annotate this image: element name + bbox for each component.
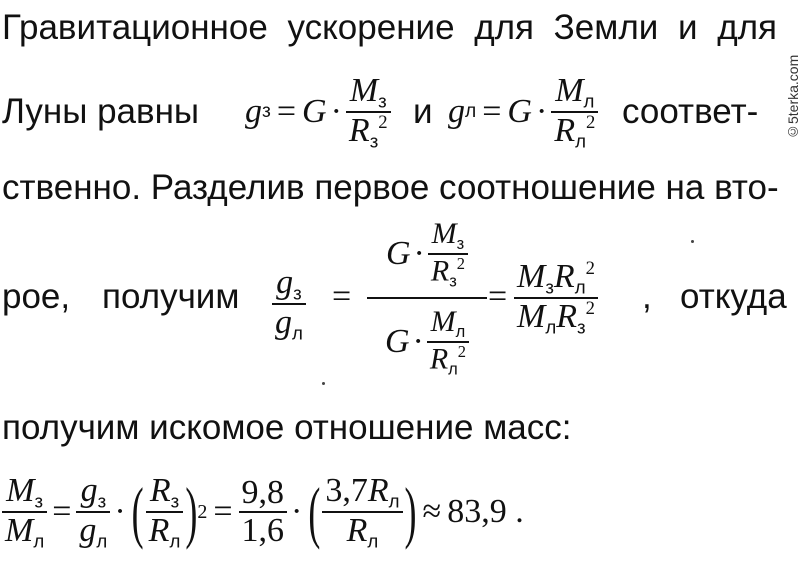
line4-word: получим — [102, 277, 240, 316]
compound-bar — [367, 297, 487, 299]
formula-g-moon — [448, 72, 598, 152]
paragraph-line-1: Гравитационное ускорение для Земли и для — [2, 8, 777, 47]
inner-fraction-moon — [427, 306, 469, 379]
fraction-g-ratio-final — [76, 473, 110, 551]
sup-two: 2 — [585, 258, 595, 279]
symbol-R: R — [430, 254, 450, 288]
symbol-g: g — [79, 512, 97, 549]
sub-moon: л — [169, 530, 181, 552]
approx-sign: ≈ — [422, 493, 442, 530]
compound-denominator — [367, 303, 487, 381]
symbol-G: G — [507, 93, 532, 130]
right-paren: ) — [404, 474, 417, 550]
symbol-R: R — [553, 258, 575, 296]
right-paren: ) — [185, 474, 198, 550]
compound-numerator — [367, 215, 487, 293]
symbol-R: R — [346, 512, 368, 549]
sub-earth: з — [369, 130, 379, 152]
value-g-earth: 9,8 — [239, 475, 288, 513]
sub-earth: з — [262, 101, 271, 122]
formula-g-earth — [245, 72, 391, 152]
dot-operator: · — [412, 323, 424, 360]
sub-moon: л — [575, 130, 586, 152]
symbol-M: M — [517, 298, 546, 336]
symbol-R: R — [554, 112, 576, 150]
symbol-M: M — [517, 258, 546, 296]
fraction-mass-radius-earth — [346, 73, 391, 151]
symbol-g: g — [245, 93, 262, 130]
symbol-M: M — [430, 304, 456, 338]
value-g-moon: 1,6 — [241, 512, 285, 549]
fraction-g-ratio — [272, 265, 306, 343]
equals-sign: = — [213, 493, 233, 530]
fraction-mass-radius-ratio — [514, 259, 598, 337]
fraction-numeric-radius — [322, 473, 402, 551]
equals-sign: = — [332, 278, 352, 315]
left-paren: ( — [131, 474, 144, 550]
line2-suffix: соответ- — [622, 92, 759, 131]
symbol-R: R — [367, 471, 389, 509]
left-paren: ( — [308, 474, 321, 550]
dot-operator: · — [291, 493, 303, 530]
paragraph-line-2 — [2, 72, 777, 152]
symbol-M: M — [555, 71, 584, 109]
sub-moon: л — [448, 360, 458, 379]
symbol-G: G — [385, 235, 411, 272]
symbol-G: G — [384, 323, 410, 360]
sub-earth: з — [34, 490, 44, 512]
dot-operator: · — [413, 235, 425, 272]
symbol-g: g — [275, 304, 292, 342]
sub-moon: л — [96, 530, 108, 552]
comma: , — [642, 277, 652, 316]
dot-operator: · — [330, 93, 342, 130]
symbol-R: R — [429, 342, 449, 376]
inner-fraction-earth — [428, 218, 468, 291]
sup-two: 2 — [585, 298, 595, 320]
scan-speck — [322, 382, 325, 385]
equals-sign: = — [276, 93, 297, 130]
symbol-R: R — [148, 512, 170, 549]
symbol-M: M — [431, 216, 457, 250]
line4-prefix: рое, — [2, 277, 71, 316]
symbol-R: R — [556, 298, 578, 336]
final-formula — [2, 462, 792, 562]
line2-prefix: Луны равны — [2, 92, 200, 131]
sub-earth: з — [545, 276, 554, 298]
symbol-R: R — [149, 471, 171, 509]
conj-and: и — [413, 92, 433, 131]
fraction-mass-ratio — [2, 473, 47, 551]
symbol-R: R — [348, 112, 370, 150]
compound-fraction — [367, 215, 487, 381]
equals-sign: = — [52, 493, 72, 530]
sub-moon: л — [292, 322, 303, 344]
result-value: 83,9 . — [447, 493, 524, 530]
paragraph-line-5: получим искомое отношение масс: — [2, 408, 572, 447]
sub-moon: л — [574, 276, 586, 298]
dot-operator: · — [114, 493, 126, 530]
sub-earth: з — [577, 316, 586, 338]
sub-moon: л — [33, 530, 45, 552]
fraction-radius-ratio — [146, 473, 184, 551]
sub-moon: л — [388, 490, 400, 512]
sup-two: 2 — [456, 253, 466, 273]
sub-earth: з — [97, 490, 107, 512]
sup-two: 2 — [378, 111, 388, 133]
symbol-g: g — [80, 471, 98, 509]
fraction-mass-radius-moon — [551, 73, 598, 151]
sup-two: 2 — [586, 111, 596, 133]
sub-moon: л — [455, 322, 466, 341]
paragraph-line-4 — [2, 215, 792, 395]
sup-two: 2 — [197, 501, 208, 523]
symbol-M: M — [5, 512, 34, 549]
sub-earth: з — [449, 272, 457, 291]
line4-suffix: откуда — [680, 277, 787, 316]
value-coeff: 3,7 — [325, 471, 368, 509]
sub-earth: з — [293, 282, 302, 304]
watermark: ©5terka.com — [785, 54, 801, 140]
sup-two: 2 — [457, 341, 467, 361]
scan-speck — [691, 240, 694, 243]
sub-moon: л — [545, 316, 557, 338]
sub-earth: з — [378, 90, 387, 112]
fraction-numeric-g — [239, 475, 288, 548]
symbol-M: M — [6, 471, 35, 509]
symbol-g: g — [448, 93, 465, 130]
sub-moon: л — [367, 530, 379, 552]
dot-operator: · — [535, 93, 548, 130]
symbol-G: G — [302, 93, 327, 130]
sub-earth: з — [456, 234, 465, 253]
equals-sign: = — [488, 278, 508, 315]
sub-moon: л — [583, 90, 595, 112]
symbol-M: M — [349, 71, 379, 109]
sub-earth: з — [170, 490, 180, 512]
symbol-g: g — [276, 264, 294, 301]
paragraph-line-3: ственно. Разделив первое соотношение на вто- — [2, 168, 779, 207]
equals-sign: = — [482, 93, 502, 130]
sub-moon: л — [465, 101, 477, 122]
